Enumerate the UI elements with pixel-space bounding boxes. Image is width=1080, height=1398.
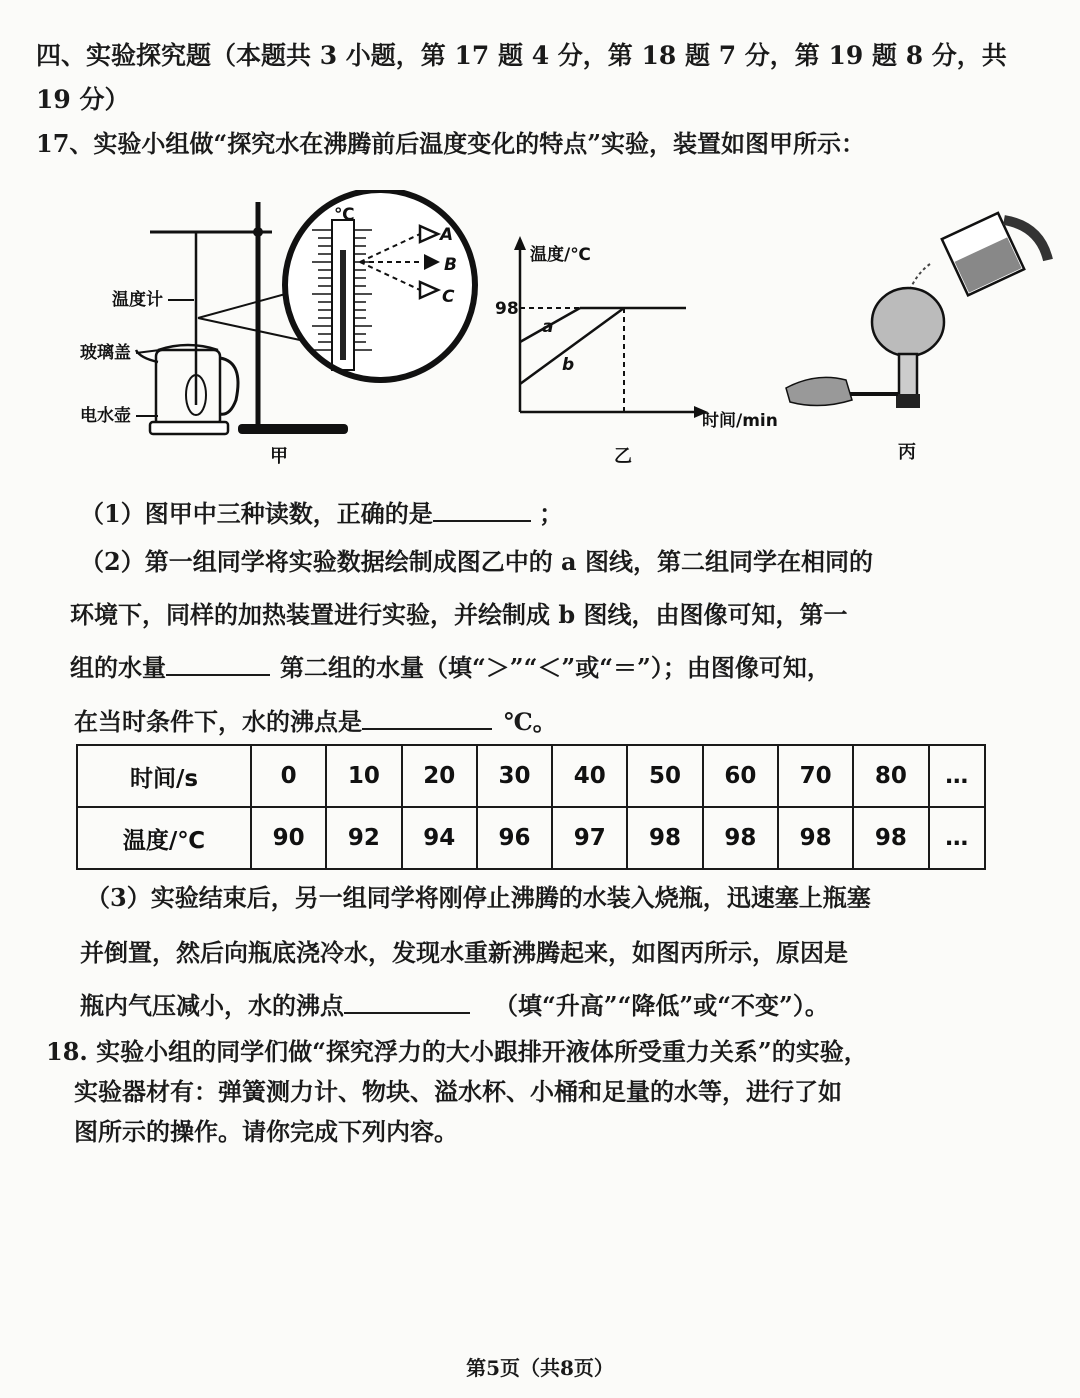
- reading-c: C: [442, 287, 455, 307]
- q17-part3-line1: （3）实验结束后，另一组同学将刚停止沸腾的水装入烧瓶，迅速塞上瓶塞: [86, 883, 871, 912]
- table-cell: 92: [326, 807, 401, 869]
- time-temperature-table: [76, 744, 986, 870]
- reading-b: B: [444, 255, 457, 275]
- graph-line-a-label: a: [542, 317, 554, 337]
- table-cell: 96: [477, 807, 552, 869]
- magnifier-unit: ℃: [334, 205, 355, 225]
- q18-line2: 实验器材有：弹簧测力计、物块、溢水杯、小桶和足量的水等，进行了如: [74, 1077, 842, 1106]
- part3-line3-prefix: 瓶内气压减小，水的沸点: [80, 991, 344, 1020]
- answer-blank-2[interactable]: [166, 652, 270, 676]
- table-cell-label: 温度/℃: [77, 807, 251, 869]
- table-cell: 90: [251, 807, 326, 869]
- q17-part3-line3: [80, 986, 829, 1021]
- graph-ylabel: 温度/℃: [530, 245, 591, 265]
- part2-line3-prefix: 组的水量: [70, 653, 166, 682]
- table-cell: …: [929, 807, 985, 869]
- q17-part2-line2: 环境下，同样的加热装置进行实验，并绘制成 b 图线，由图像可知，第一: [70, 600, 848, 629]
- table-cell: …: [929, 745, 985, 807]
- table-cell: 94: [402, 807, 477, 869]
- caption-yi: 乙: [614, 446, 632, 467]
- table-cell: 80: [853, 745, 928, 807]
- answer-blank-4[interactable]: [344, 990, 470, 1014]
- reading-a: A: [440, 225, 454, 245]
- table-cell: 40: [552, 745, 627, 807]
- caption-jia: 甲: [270, 446, 288, 467]
- figure-bing-flask: [786, 213, 1048, 408]
- table-cell-label: 时间/s: [77, 745, 251, 807]
- table-cell: 30: [477, 745, 552, 807]
- graph-line-b-label: b: [562, 355, 575, 375]
- q17-part3-line2: 并倒置，然后向瓶底浇冷水，发现水重新沸腾起来，如图丙所示，原因是: [80, 938, 848, 967]
- graph-xlabel: 时间/min: [702, 411, 778, 431]
- q18-line3: 图所示的操作。请你完成下列内容。: [74, 1117, 458, 1146]
- q17-part2-line4: [74, 702, 557, 737]
- part3-line3-suffix: （填“升高”“降低”或“不变”）。: [494, 991, 829, 1020]
- q17-part2-line3: [70, 648, 831, 683]
- table-row-time: [77, 745, 985, 807]
- caption-bing: 丙: [898, 442, 916, 463]
- section-title: 四、实验探究题（本题共 3 小题，第 17 题 4 分，第 18 题 7 分，第 19 题 8 分，共 19 分）: [36, 41, 1007, 114]
- table-cell: 60: [703, 745, 778, 807]
- label-kettle: 电水壶: [80, 406, 131, 426]
- table-row-temperature: [77, 807, 985, 869]
- part2-line3-suffix: 第二组的水量（填“＞”“＜”或“＝”）；由图像可知，: [280, 653, 831, 682]
- part2-line4-suffix: ℃。: [504, 707, 557, 736]
- label-glass-lid: 玻璃盖: [80, 343, 131, 363]
- table-cell: 10: [326, 745, 401, 807]
- table-cell: 98: [627, 807, 702, 869]
- label-thermometer: 温度计: [112, 290, 163, 310]
- page-number: 第5页（共8页）: [466, 1356, 614, 1380]
- table-cell: 97: [552, 807, 627, 869]
- q17-part2-line1: （2）第一组同学将实验数据绘制成图乙中的 a 图线，第二组同学在相同的: [80, 547, 873, 576]
- table-cell: 20: [402, 745, 477, 807]
- thermometer-magnifier: [285, 190, 475, 380]
- q18-line1: 18. 实验小组的同学们做“探究浮力的大小跟排开液体所受重力关系”的实验，: [46, 1037, 868, 1066]
- q17-part1: [80, 494, 563, 529]
- table-cell: 98: [703, 807, 778, 869]
- part2-line4-prefix: 在当时条件下，水的沸点是: [74, 707, 362, 736]
- graph-y-tick: 98: [495, 299, 519, 319]
- answer-blank-3[interactable]: [362, 706, 492, 730]
- part1-suffix: ；: [539, 499, 564, 528]
- part1-prefix: （1）图甲中三种读数，正确的是: [80, 499, 433, 528]
- table-cell: 70: [778, 745, 853, 807]
- q17-stem: 17、实验小组做“探究水在沸腾前后温度变化的特点”实验，装置如图甲所示：: [36, 129, 866, 158]
- table-cell: 0: [251, 745, 326, 807]
- table-cell: 98: [778, 807, 853, 869]
- q17-figures: [0, 190, 1080, 480]
- table-cell: 50: [627, 745, 702, 807]
- table-cell: 98: [853, 807, 928, 869]
- answer-blank-1[interactable]: [433, 498, 531, 522]
